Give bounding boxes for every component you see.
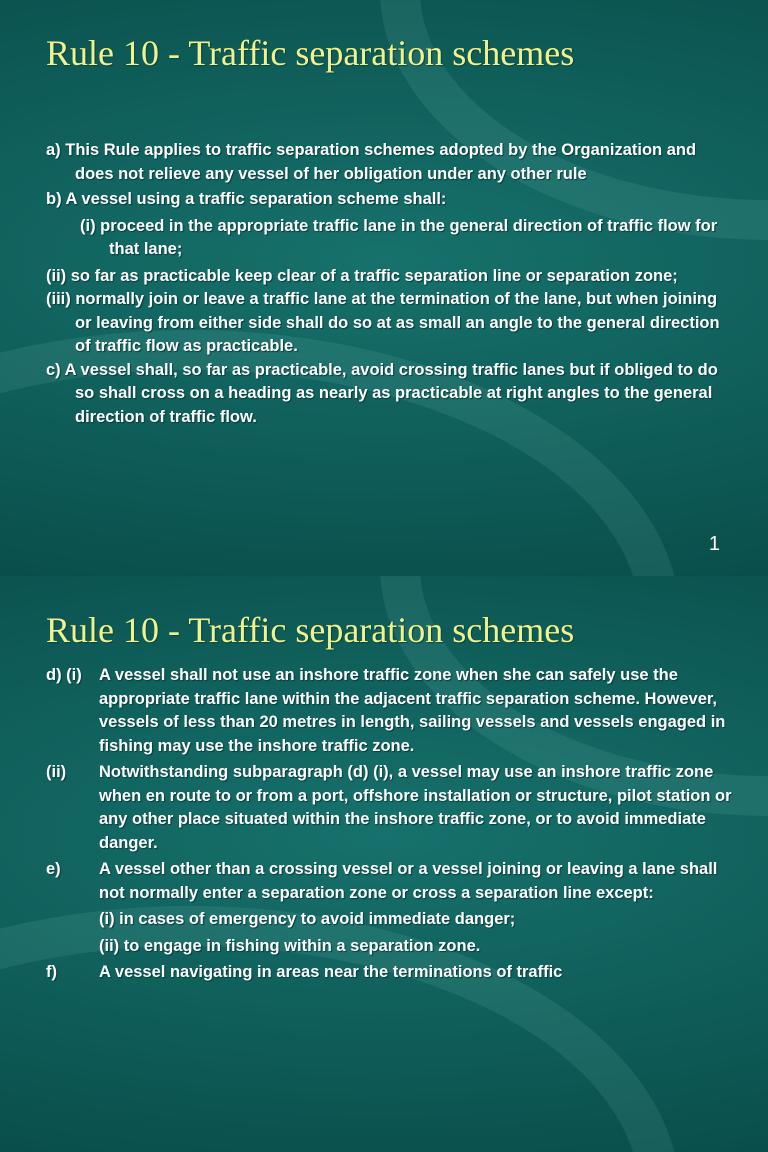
item-label: f) bbox=[46, 963, 57, 981]
item-label: (ii) bbox=[46, 763, 67, 781]
slide-title: Rule 10 - Traffic separation schemes bbox=[46, 610, 575, 650]
paragraph-c: c) A vessel shall, so far as practicable, avoid crossing traffic lanes but if obliged to do so shall cross on a heading as nearly as practicable at right angles to the general direction of traffic flow. bbox=[46, 360, 718, 426]
paragraph-b: b) A vessel using a traffic separation scheme shall: bbox=[46, 190, 447, 208]
item-text: (i) in cases of emergency to avoid immediate danger; bbox=[99, 910, 516, 928]
item-label: e) bbox=[46, 860, 61, 878]
paragraph-b-ii: (ii) so far as practicable keep clear of a traffic separation line or separation zone; bbox=[46, 266, 678, 285]
item-text: (ii) to engage in fishing within a separation zone. bbox=[99, 936, 481, 955]
slide-2 bbox=[0, 576, 768, 1152]
item-label bbox=[46, 908, 99, 932]
slide-body bbox=[46, 139, 736, 429]
slide-title: Rule 10 - Traffic separation schemes bbox=[46, 33, 575, 73]
item-text: A vessel navigating in areas near the terminations of traffic bbox=[99, 963, 563, 981]
list-item bbox=[46, 961, 736, 985]
paragraph-b-i: (i) proceed in the appropriate traffic lane in the general direction of traffic flow for that lane; bbox=[80, 216, 718, 258]
list-item bbox=[46, 935, 736, 959]
page-number: 1 bbox=[708, 533, 720, 555]
paragraph-a: a) This Rule applies to traffic separation schemes adopted by the Organization and does not relieve any vessel of her obligation under any other rule bbox=[46, 141, 697, 183]
item-text: A vessel shall not use an inshore traffic zone when she can safely use the appropriate traffic lane within the adjacent traffic separation scheme. However, vessels of less than 20 metres in length, sailing vessels and vessels engaged in fishing may use the inshore traffic zone. bbox=[99, 666, 726, 755]
item-text: Notwithstanding subparagraph (d) (i), a vessel may use an inshore traffic zone when en route to or from a port, offshore installation or structure, pilot station or any other place situated within the inshore traffic zone, or to avoid immediate danger. bbox=[99, 763, 732, 852]
list-item bbox=[46, 908, 736, 932]
list-item bbox=[46, 664, 736, 758]
item-label: d) (i) bbox=[46, 666, 82, 684]
paragraph-b-iii: (iii) normally join or leave a traffic lane at the termination of the lane, but when joining or leaving from either side shall do so at as small an angle to the general direction of traffic flow as practicable. bbox=[46, 290, 720, 355]
item-label bbox=[46, 935, 99, 959]
list-item bbox=[46, 858, 736, 905]
slide-body bbox=[46, 664, 736, 985]
list-item bbox=[46, 761, 736, 855]
item-text: A vessel other than a crossing vessel or a vessel joining or leaving a lane shall not normally enter a separation zone or cross a separation line except: bbox=[99, 860, 718, 902]
